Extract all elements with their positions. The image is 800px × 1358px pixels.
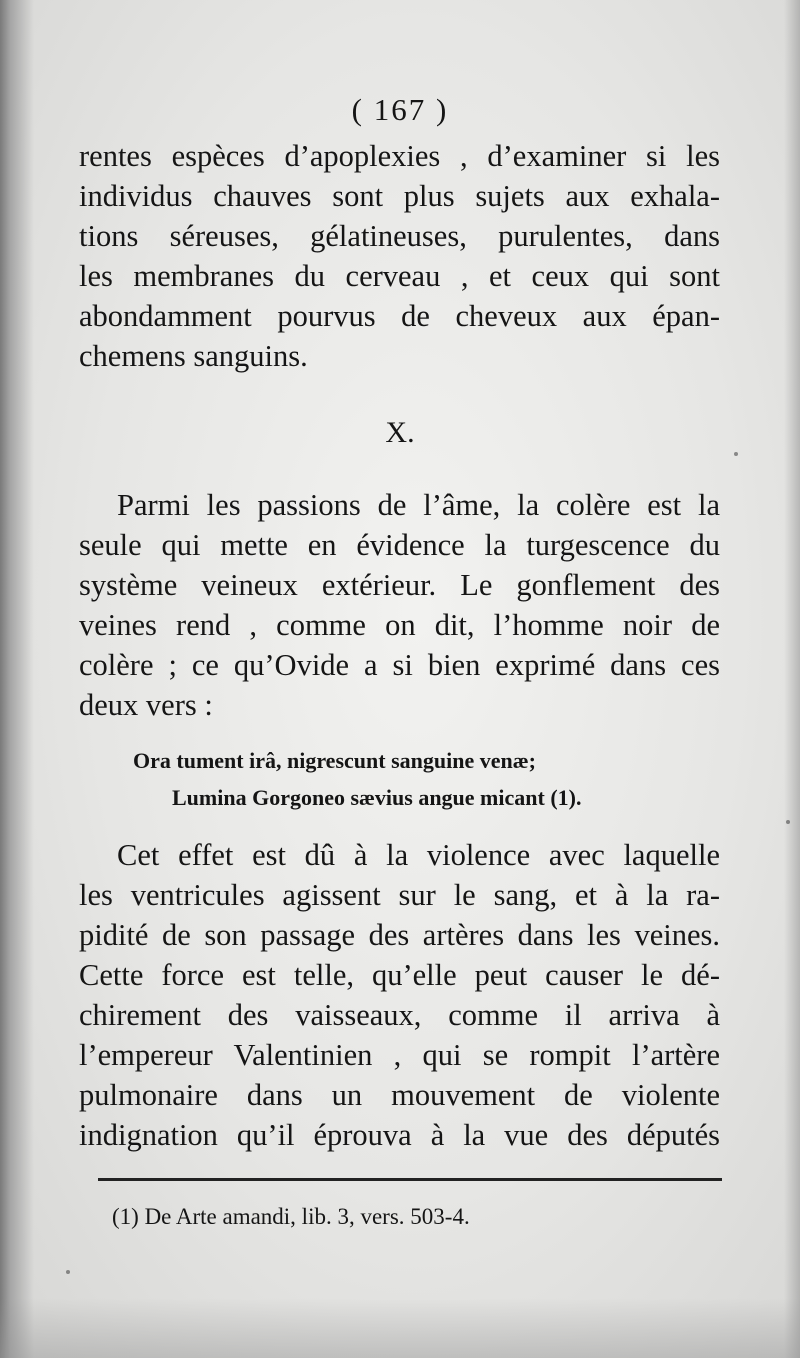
paragraph-3-line: Cet effet est dû à la violence avec laquelle: [117, 838, 720, 872]
paragraph-1-line: rentes espèces d’apoplexies , d’examiner si les: [79, 139, 720, 173]
paragraph-3-line: les ventricules agissent sur le sang, et à la ra-: [79, 878, 720, 912]
paragraph-3-line: indignation qu’il éprouva à la vue des députés: [79, 1118, 720, 1152]
paragraph-2-line: colère ; ce qu’Ovide a si bien exprimé dans ces: [79, 648, 720, 682]
paragraph-1-line: abondamment pourvus de cheveux aux épan-: [79, 299, 720, 333]
paragraph-1-line: individus chauves sont plus sujets aux exhala-: [79, 179, 720, 213]
paragraph-3-line: pidité de son passage des artères dans les veines.: [79, 918, 720, 952]
paragraph-2-line: seule qui mette en évidence la turgescence du: [79, 528, 720, 562]
paragraph-1-line: chemens sanguins.: [79, 339, 308, 373]
footnote-divider: [98, 1178, 722, 1181]
footnote: (1) De Arte amandi, lib. 3, vers. 503-4.: [112, 1204, 470, 1229]
paragraph-3-line: pulmonaire dans un mouvement de violente: [79, 1078, 720, 1112]
paragraph-2-line: deux vers :: [79, 688, 213, 722]
bottom-edge-shadow: [0, 1298, 800, 1358]
paragraph-2-line: Parmi les passions de l’âme, la colère est la: [117, 488, 720, 522]
paragraph-1-line: tions séreuses, gélatineuses, purulentes, dans: [79, 219, 720, 253]
paper-speck: [66, 1270, 70, 1274]
section-heading: X.: [385, 416, 415, 449]
paragraph-3-line: Cette force est telle, qu’elle peut causer le dé-: [79, 958, 720, 992]
verse-line: Ora tument irâ, nigrescunt sanguine venæ;: [133, 748, 536, 773]
verse-line: Lumina Gorgoneo sævius angue micant (1).: [172, 785, 582, 810]
paper-speck: [786, 820, 790, 824]
paragraph-2-line: système veineux extérieur. Le gonflement des: [79, 568, 720, 602]
paragraph-3-line: l’empereur Valentinien , qui se rompit l’artère: [79, 1038, 720, 1072]
page-number: ( 167 ): [351, 92, 449, 127]
page-edge-shadow: [784, 0, 800, 1358]
paragraph-3-line: chirement des vaisseaux, comme il arriva à: [79, 998, 720, 1032]
paper-speck: [734, 452, 738, 456]
paragraph-1-line: les membranes du cerveau , et ceux qui sont: [79, 259, 720, 293]
paragraph-2-line: veines rend , comme on dit, l’homme noir de: [79, 608, 720, 642]
binding-shadow: [0, 0, 34, 1358]
